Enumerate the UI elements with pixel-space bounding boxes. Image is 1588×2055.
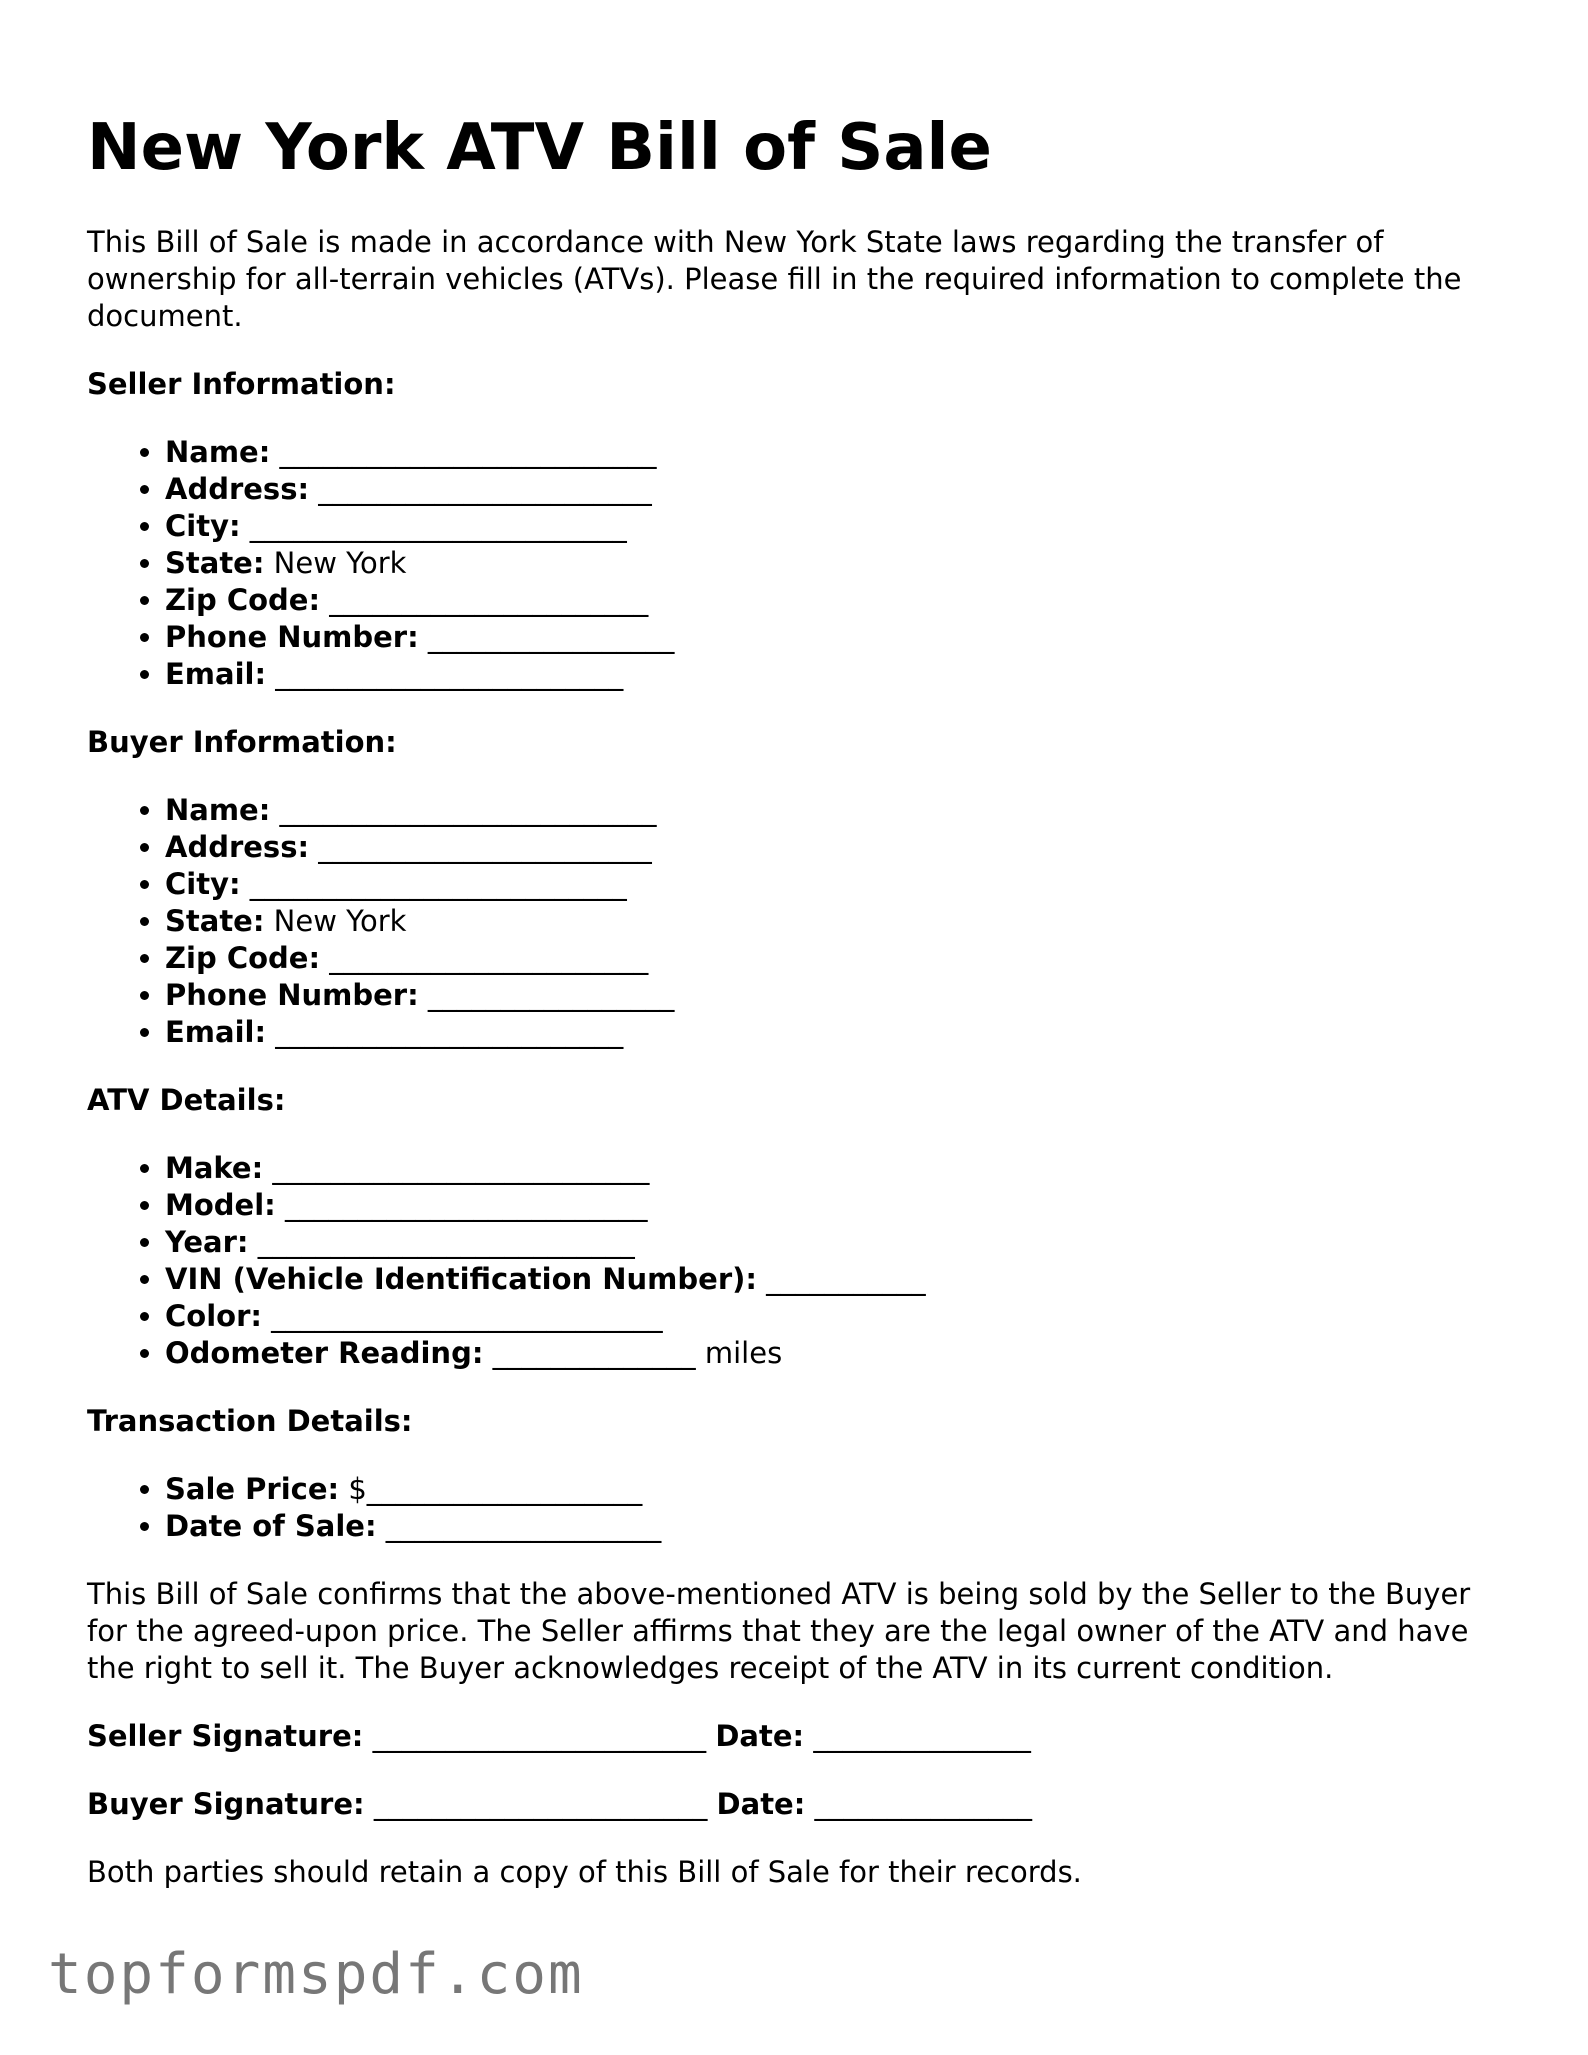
buyer-signature-label: Buyer Signature:: [87, 1787, 365, 1821]
buyer-fields-list: [87, 792, 1507, 1051]
buyer-zip-field[interactable]: • Zip Code: ______________________: [165, 940, 1507, 977]
atv-fields-list: [87, 1150, 1507, 1372]
buyer-state-field: • State: New York: [165, 903, 1507, 940]
seller-name-field[interactable]: • Name: __________________________: [165, 434, 1507, 471]
document: [87, 108, 1507, 1922]
seller-section-heading: Seller Information:: [87, 367, 396, 401]
buyer-section-heading: Buyer Information:: [87, 725, 397, 759]
seller-email-field[interactable]: • Email: ________________________: [165, 656, 1507, 693]
transaction-fields-list: [87, 1471, 1507, 1545]
buyer-date-label: Date:: [716, 1787, 806, 1821]
buyer-phone-field[interactable]: • Phone Number: _________________: [165, 977, 1507, 1014]
atv-make-field[interactable]: • Make: __________________________: [165, 1150, 1507, 1187]
buyer-signature-row: [87, 1786, 1507, 1823]
buyer-city-field[interactable]: • City: __________________________: [165, 866, 1507, 903]
seller-signature-row: [87, 1718, 1507, 1755]
buyer-name-field[interactable]: • Name: __________________________: [165, 792, 1507, 829]
seller-zip-field[interactable]: • Zip Code: ______________________: [165, 582, 1507, 619]
seller-phone-field[interactable]: • Phone Number: _________________: [165, 619, 1507, 656]
seller-city-field[interactable]: • City: __________________________: [165, 508, 1507, 545]
atv-color-field[interactable]: • Color: ___________________________: [165, 1298, 1507, 1335]
seller-signature-label: Seller Signature:: [87, 1719, 364, 1753]
closing-paragraph: Both parties should retain a copy of this Bill of Sale for their records.: [87, 1855, 1082, 1889]
atv-vin-field[interactable]: • VIN (Vehicle Identification Number): ___________: [165, 1261, 1507, 1298]
seller-fields-list: [87, 434, 1507, 693]
buyer-date-field[interactable]: _______________: [805, 1787, 1033, 1821]
date-of-sale-field[interactable]: • Date of Sale: ___________________: [165, 1508, 1507, 1545]
sale-price-field[interactable]: • Sale Price: $___________________: [165, 1471, 1507, 1508]
watermark: topformspdf.com: [48, 1942, 584, 2007]
seller-date-field[interactable]: _______________: [804, 1719, 1031, 1753]
atv-section-heading: ATV Details:: [87, 1083, 286, 1117]
seller-signature-field[interactable]: _______________________: [363, 1719, 716, 1753]
atv-odometer-field[interactable]: • Odometer Reading: ______________ miles: [165, 1335, 1507, 1372]
transaction-section-heading: Transaction Details:: [87, 1404, 413, 1438]
buyer-signature-field[interactable]: _______________________: [364, 1787, 717, 1821]
confirmation-paragraph: This Bill of Sale confirms that the above-mentioned ATV is being sold by the Seller to the Buyer for the agreed-upon price. The Seller affirms that they are the legal owner of the ATV and have the right to sell it. The Buyer acknowledges receipt of the ATV in its current condition.: [87, 1577, 1471, 1685]
atv-year-field[interactable]: • Year: __________________________: [165, 1224, 1507, 1261]
atv-model-field[interactable]: • Model: _________________________: [165, 1187, 1507, 1224]
buyer-email-field[interactable]: • Email: ________________________: [165, 1014, 1507, 1051]
seller-state-field: • State: New York: [165, 545, 1507, 582]
seller-date-label: Date:: [715, 1719, 805, 1753]
seller-address-field[interactable]: • Address: _______________________: [165, 471, 1507, 508]
buyer-address-field[interactable]: • Address: _______________________: [165, 829, 1507, 866]
document-title: New York ATV Bill of Sale: [87, 111, 992, 185]
intro-paragraph: This Bill of Sale is made in accordance with New York State laws regarding the transfer of ownership for all-terrain vehicles (ATVs). Please fill in the required information to complete the document.: [87, 225, 1462, 333]
